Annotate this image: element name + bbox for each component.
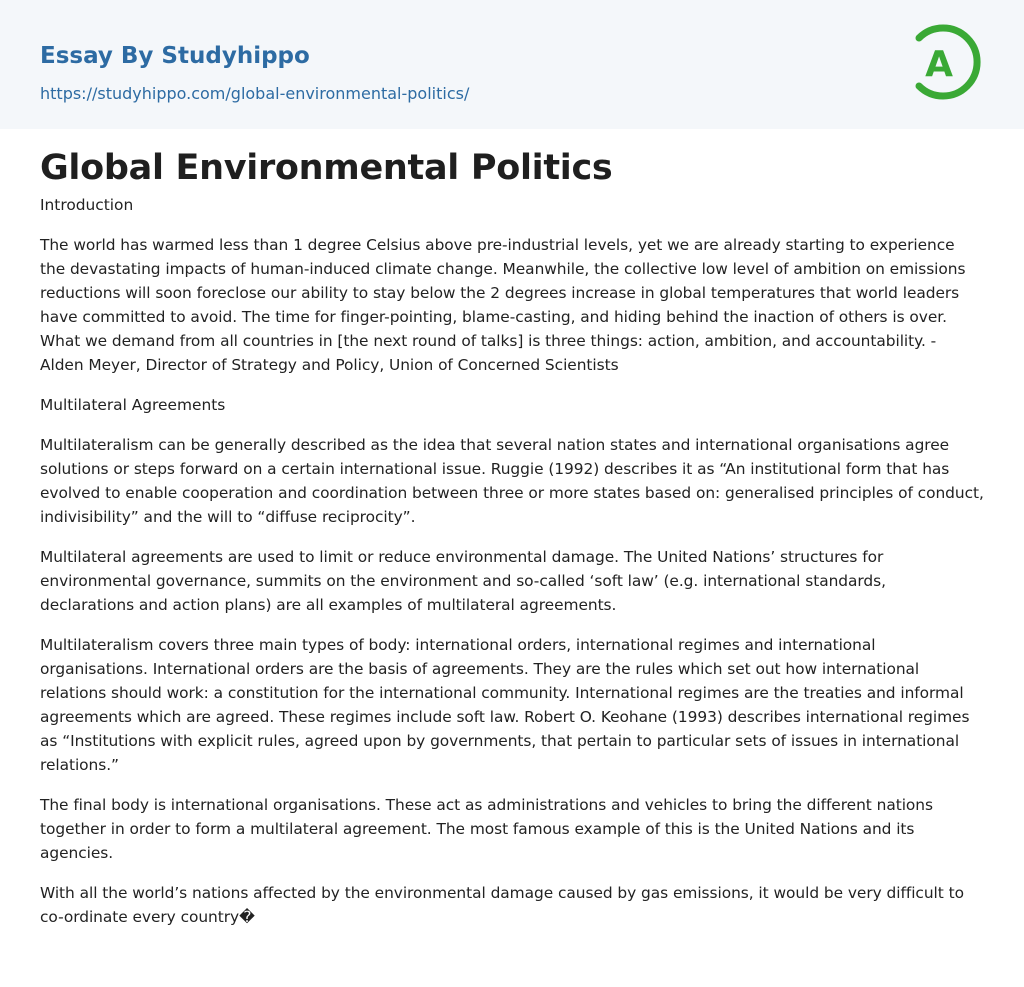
article-content	[0, 129, 1024, 929]
section-heading-introduction: Introduction	[40, 196, 134, 214]
paragraph: Multilateralism can be generally described as the idea that several nation states and international organisations agree solutions or steps forward on a certain international issue. Ruggie (1992) describes it as “An institutional form that has evolved to enable cooperation and coordination between three or more states based on: generalised principles of conduct, indivisibility” and the will to “diffuse reciprocity”.	[40, 436, 984, 526]
studyhippo-logo-icon[interactable]	[911, 18, 987, 106]
section-heading-multilateral: Multilateral Agreements	[40, 396, 226, 414]
site-header	[0, 0, 1024, 129]
paragraph: Multilateral agreements are used to limit or reduce environmental damage. The United Nations’ structures for environmental governance, summits on the environment and so-called ‘soft law’ (e.g. international standards, declarations and action plans) are all examples of multilateral agreements.	[40, 548, 886, 614]
paragraph-intro-quote: The world has warmed less than 1 degree Celsius above pre-industrial levels, yet we are already starting to experience the devastating impacts of human-induced climate change. Meanwhile, the collective low level of ambition on emissions reductions will soon foreclose our ability to stay below the 2 degrees increase in global temperatures that world leaders have committed to avoid. The time for finger-pointing, blame-casting, and hiding behind the inaction of others is over. What we demand from all countries in [the next round of talks] is three things: action, ambition, and accountability. - Alden Meyer, Director of Strategy and Policy, Union of Concerned Scientists	[40, 236, 966, 374]
source-url-link[interactable]: https://studyhippo.com/global-environmental-politics/	[40, 84, 470, 103]
logo-letter: A	[925, 44, 953, 85]
paragraph-truncated: With all the world’s nations affected by the environmental damage caused by gas emissions, it would be very difficult to co-ordinate every country�	[40, 884, 964, 926]
page-title: Global Environmental Politics	[40, 148, 613, 188]
brand-title[interactable]: Essay By Studyhippo	[40, 43, 310, 69]
paragraph: Multilateralism covers three main types of body: international orders, international regimes and international organisations. International orders are the basis of agreements. They are the rules which set out how international relations should work: a constitution for the international community. International regimes are the treaties and informal agreements which are agreed. These regimes include soft law. Robert O. Keohane (1993) describes international regimes as “Institutions with explicit rules, agreed upon by governments, that pertain to particular sets of issues in international relations.”	[40, 636, 970, 774]
paragraph: The final body is international organisations. These act as administrations and vehicles to bring the different nations together in order to form a multilateral agreement. The most famous example of this is the United Nations and its agencies.	[40, 796, 933, 862]
